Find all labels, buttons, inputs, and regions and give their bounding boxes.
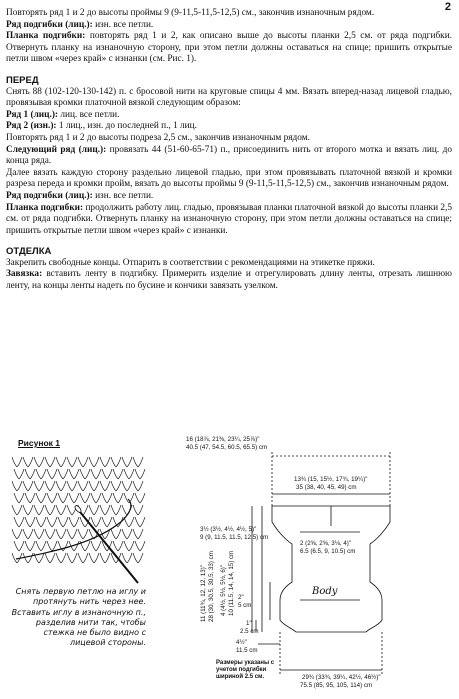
dim-bottom-cm: 75.5 (85, 95, 105, 114) cm	[300, 682, 373, 689]
instructions-text	[6, 8, 452, 293]
dim-mid-in: 4 (4½, 5½, 5½, 6)"	[220, 564, 227, 616]
figure-1-title: Рисунок 1	[18, 438, 61, 448]
paragraph	[6, 269, 452, 292]
dim-two-in: 2"	[238, 594, 244, 601]
figure-1-caption: Снять первую петлю на иглу и протянуть нить через нее. Вставить иглу в изнаночную п., разделив нити так, чтобы стежка не было видно с лицевой стороны.	[11, 587, 146, 648]
dim-side-cm: 28 (30, 30.5, 30.5, 33) cm	[208, 551, 215, 622]
stitch	[133, 505, 143, 515]
dim-top-cm: 40.5 (47, 54.5, 60.5, 65.5) cm	[186, 444, 268, 451]
page-number: 2	[444, 1, 451, 13]
dim-mid-cm: 10 (11.5, 14, 14, 15) cm	[228, 550, 235, 616]
stitch	[89, 553, 99, 563]
stitch	[122, 553, 132, 563]
stitch	[45, 529, 55, 539]
stitch	[133, 457, 143, 467]
stitch	[135, 517, 145, 527]
stitch	[67, 529, 77, 539]
stitch	[78, 457, 88, 467]
stitch	[89, 505, 99, 515]
stitch	[12, 481, 22, 491]
stitch	[45, 481, 55, 491]
stitch	[102, 517, 112, 527]
stitch	[25, 517, 35, 527]
stitch	[14, 469, 24, 479]
row-label: Ряд 2 (изн.):	[6, 121, 57, 132]
stitch	[78, 529, 88, 539]
stitch	[78, 481, 88, 491]
stitch	[14, 517, 24, 527]
row-label: Ряд подгибки (лиц.):	[6, 190, 93, 201]
stitch	[56, 505, 66, 515]
stitch	[25, 469, 35, 479]
stitch	[34, 505, 44, 515]
stitch	[91, 469, 101, 479]
stitch	[34, 481, 44, 491]
dim-upper-cm: 35 (38, 40, 45, 49) cm	[296, 484, 357, 491]
stitch	[91, 541, 101, 551]
stitch	[34, 529, 44, 539]
paragraph: Закрепить свободные концы. Отпарить в соответствии с рекомендациями на этикетке пряжи.	[6, 257, 375, 268]
paragraph: Повторять ряд 1 и 2 до высоты подреза 2,5 см., закончив изнаночным рядом.	[6, 132, 310, 143]
stitch	[133, 553, 143, 563]
stitch	[122, 481, 132, 491]
stitch	[124, 541, 134, 551]
row-text: провязать 44 (51-60-65-71) п., присоединить нить от второго мотка и вязать лиц. до конца ряда.	[6, 144, 452, 167]
stitch	[135, 469, 145, 479]
dim-neck-in: 2 (2⅝, 2⅝, 3⅛, 4)"	[300, 540, 352, 547]
section-heading-finishing: ОТДЕЛКА	[6, 246, 52, 258]
needle	[76, 507, 138, 583]
stitch	[45, 457, 55, 467]
stitch	[102, 493, 112, 503]
stitch	[111, 529, 121, 539]
stitch	[91, 493, 101, 503]
paragraph	[6, 20, 452, 32]
stitch	[56, 553, 66, 563]
stitch	[80, 469, 90, 479]
stitch	[111, 481, 121, 491]
stitch	[47, 493, 57, 503]
schematic-note: Размеры указаны с учетом подгибки шириной 2.5 см.	[216, 660, 275, 680]
stitch	[135, 493, 145, 503]
stitch	[23, 505, 33, 515]
stitch	[67, 553, 77, 563]
stitch	[100, 553, 110, 563]
paragraph	[6, 191, 452, 203]
stitch	[111, 457, 121, 467]
dim-one-cm: 2.5 cm	[240, 628, 259, 635]
row-text: лиц. все петли.	[58, 109, 120, 120]
row-label: Следующий ряд (лиц.):	[6, 144, 107, 155]
stitch	[113, 541, 123, 551]
stitch	[100, 457, 110, 467]
row-label: Ряд 1 (лиц.):	[6, 109, 59, 120]
dim-top-in: 16 (18⅞, 21⅜, 23¼, 25⅞)"	[186, 436, 260, 443]
stitch	[113, 493, 123, 503]
stitch	[25, 541, 35, 551]
row-text: изн. все петли.	[92, 19, 154, 30]
figure-1	[6, 437, 152, 682]
row-text: изн. все петли.	[92, 190, 154, 201]
stitch	[12, 457, 22, 467]
paragraph	[6, 121, 452, 133]
dim-four-cm: 11.5 cm	[236, 647, 258, 654]
stitch	[23, 481, 33, 491]
stitch	[34, 457, 44, 467]
paragraph	[6, 31, 452, 66]
stitch	[78, 553, 88, 563]
body-label: Body	[312, 586, 338, 597]
stitch	[91, 517, 101, 527]
stitch	[69, 469, 79, 479]
dim-upper-in: 13¾ (15, 15½, 17¾, 19¼)"	[294, 476, 368, 483]
stitch	[69, 517, 79, 527]
row-text: продолжить работу лиц. гладью, провязывая планки платочной вязкой до высоты планки 2,5 см. от ряда подгибки. Отвернуть планку на изнаночную сторону, при этом петли должны оставаться на спице; пришить открытые петли швом «через край» с изнанки.	[6, 202, 452, 236]
paragraph: Повторять ряд 1 и 2 до высоты проймы 9 (9-11,5-11,5-12,5) см., закончив изнаночным рядом.	[6, 8, 375, 18]
paragraph	[6, 145, 452, 168]
stitch	[69, 493, 79, 503]
stitch	[47, 517, 57, 527]
stitch	[36, 469, 46, 479]
stitch	[67, 457, 77, 467]
stitch	[124, 469, 134, 479]
dim-neck-cm: 6.5 (6.5, 9, 10.5) cm	[300, 548, 356, 555]
stitch	[100, 505, 110, 515]
row-label: Планка подгибки:	[6, 202, 84, 213]
knitting-stitch-illustration	[6, 451, 152, 587]
stitch	[133, 481, 143, 491]
dim-bottom-in: 29¾ (33¾, 39¼, 42½, 46½)"	[302, 674, 381, 681]
stitch	[47, 541, 57, 551]
stitch	[100, 481, 110, 491]
stitch	[23, 553, 33, 563]
stitch	[122, 457, 132, 467]
stitch	[36, 517, 46, 527]
paragraph	[6, 203, 452, 238]
stitch	[89, 457, 99, 467]
stitch	[56, 457, 66, 467]
stitch	[14, 493, 24, 503]
row-text: повторять ряд 1 и 2, как описано выше до высоты планки 2,5 см. от ряда подгибки. Отвернуть планку на изнаночную сторону, при этом петли должны оставаться на спице; пришить открытые петли швом «через край» с изнанки (см. Рис. 1).	[6, 31, 453, 65]
dim-one-in: 1"	[246, 620, 252, 627]
stitch	[45, 505, 55, 515]
dim-side-in: 11 (11¾, 12, 12, 13)"	[200, 564, 207, 622]
stitch	[122, 529, 132, 539]
dim-arm-in: 3½ (3½, 4½, 4½, 5)"	[200, 526, 257, 533]
stitch	[12, 505, 22, 515]
stitch	[36, 493, 46, 503]
stitch	[124, 517, 134, 527]
stitch	[12, 529, 22, 539]
section-heading-front: ПЕРЕД	[6, 74, 39, 86]
stitch	[124, 493, 134, 503]
paragraph: Далее вязать каждую сторону раздельно лицевой гладью, при этом провязывать платочной вязкой и кромки разреза переда и кромки пройм, вязать до высоты проймы 9 (9-11,5-11,5-12,5) см., закончив изнаночным рядом.	[6, 167, 452, 190]
stitch	[80, 493, 90, 503]
stitch	[102, 469, 112, 479]
row-label: Ряд подгибки (лиц.):	[6, 19, 93, 30]
row-text: 1 лиц., изн. до последней п., 1 лиц.	[56, 121, 197, 132]
stitch	[113, 469, 123, 479]
paragraph: Снять 88 (102-120-130-142) п. с бросовой нити на круговые спицы 4 мм. Вязать вперед-назад лицевой гладью, провязывая кромки платочной вязкой следующим образом:	[6, 86, 452, 109]
stitch	[133, 529, 143, 539]
dim-arm-cm: 9 (9, 11.5, 11.5, 12.5) cm	[200, 534, 269, 541]
row-label: Завязка:	[6, 269, 43, 280]
stitch	[89, 481, 99, 491]
dim-two-cm: 5 cm	[238, 602, 252, 609]
stitch	[58, 493, 68, 503]
stitch	[111, 505, 121, 515]
garment-schematic	[160, 436, 452, 694]
stitch	[58, 469, 68, 479]
stitch	[23, 529, 33, 539]
stitch	[14, 541, 24, 551]
stitch	[45, 553, 55, 563]
stitch	[25, 493, 35, 503]
stitch	[135, 541, 145, 551]
stitch	[56, 481, 66, 491]
row-label: Планка подгибки:	[6, 31, 86, 42]
stitch	[47, 469, 57, 479]
dim-four-in: 4½"	[236, 639, 247, 646]
stitch	[67, 481, 77, 491]
stitch	[58, 517, 68, 527]
paragraph	[6, 110, 452, 122]
stitch	[36, 541, 46, 551]
stitch	[23, 457, 33, 467]
stitch	[56, 529, 66, 539]
row-text: вставить ленту в подгибку. Примерить изделие и отрегулировать длину ленты, отрезать лишнюю ленту, на концы ленты надеть по бусине и кончики завязать узелком.	[6, 269, 452, 292]
